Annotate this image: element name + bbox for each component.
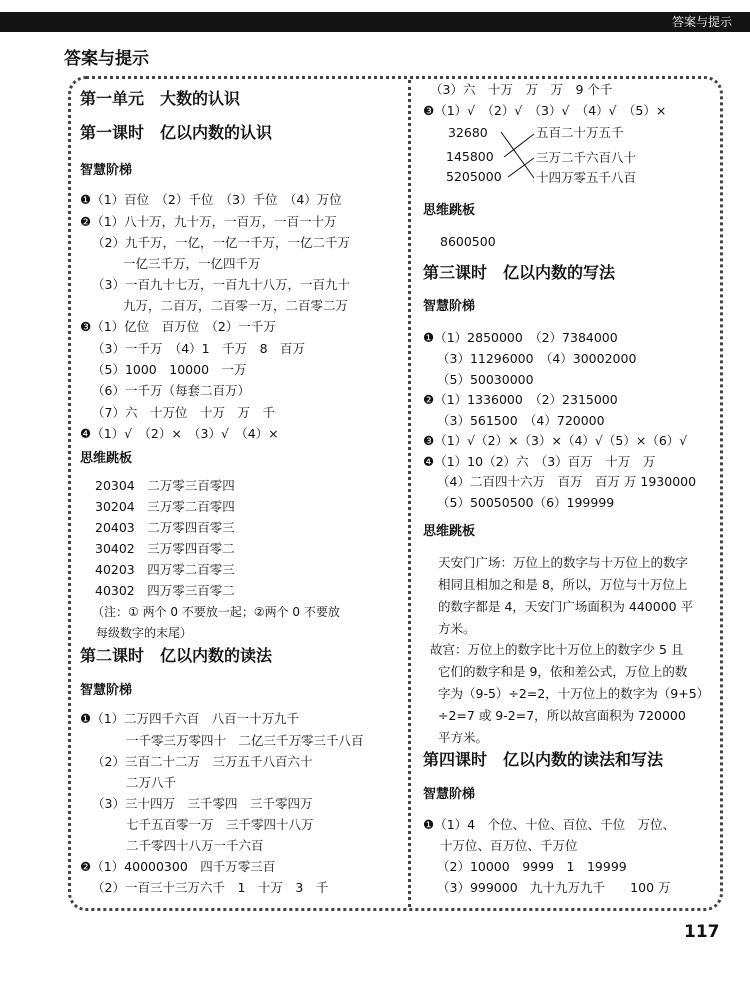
answer-line: ❷（1）40000300 四千万零三百 [80,859,276,874]
answer-line: 20403 二万零四百零三 [95,520,235,535]
lesson-title: 第二课时 亿以内数的读法 [80,646,273,665]
note-line: （注：① 两个 0 不要放一起；②两个 0 不要放 [92,605,340,619]
section-heading: 智慧阶梯 [80,163,133,178]
answer-line: （3）11296000 （4）30002000 [437,351,637,366]
match-number: 32680 [448,125,488,140]
answer-line: （5）50050500（6）199999 [437,495,615,510]
answer-line: ❶（1）2850000 （2）7384000 [423,330,618,345]
answer-line: （7）六 十万位 十万 万 千 [92,405,275,420]
answer-line: （3）999000 九十九万九千 100 万 [437,880,671,895]
answer-line: 一亿三千万，一亿四千万 [123,256,261,271]
match-number: 5205000 [446,169,502,184]
answer-line: 它们的数字和是 9，依和差公式，万位上的数 [438,664,688,679]
answer-line: （2）一百三十三万六千 1 十万 3 千 [92,880,329,895]
answer-line: （2）九千万，一亿，一亿一千万，一亿二千万 [92,235,350,250]
answer-line: （3）一百九十七万，一百九十八万，一百九十 [92,277,350,292]
answer-line: ❹（1）10（2）六 （3）百万 十万 万 [423,454,656,469]
answer-line: （2）三百二十二万 三万五千八百六十 [92,754,313,769]
match-words: 五百二十万五千 [536,125,624,140]
matching-diagram [444,120,714,190]
answer-line: 二万八千 [126,775,177,790]
answer-line: ❶（1）4 个位、十位、百位、千位 万位、 [423,817,676,832]
lesson-title: 第三课时 亿以内数的写法 [423,263,616,282]
answer-line: 七千五百零一万 三千零四十八万 [126,817,314,832]
section-heading: 思维跳板 [423,203,476,218]
answer-line: （5）50030000 [437,372,534,387]
match-words: 十四万零五千八百 [536,170,637,185]
section-heading: 思维跳板 [423,524,476,539]
header-section-label: 答案与提示 [671,15,732,29]
answer-line: 8600500 [440,234,496,249]
answer-line: 九万，二百万，二百零一万，二百零二万 [123,298,349,313]
answer-line: ❹（1）√ （2）× （3）√ （4）× [80,426,279,441]
match-words: 三万二千六百八十 [536,150,637,165]
section-heading: 智慧阶梯 [423,787,476,802]
answer-line: 二千零四十八万一千六百 [126,838,264,853]
lesson-title: 第一课时 亿以内数的认识 [80,123,273,142]
answer-line: 相同且相加之和是 8，所以，万位与十万位上 [438,577,688,592]
answer-line: 天安门广场：万位上的数字与十万位上的数字 [438,555,689,570]
answer-line: 十万位、百万位、千万位 [440,838,578,853]
answer-line: 40302 四万零三百零二 [95,583,235,598]
answer-line: 30204 三万零二百零四 [95,499,235,514]
note-line: 每级数字的末尾） [96,626,193,640]
answer-line: （3）六 十万 万 万 9 个千 [430,82,613,97]
answer-line: ❸（1）√（2）×（3）×（4）√（5）×（6）√ [423,433,688,448]
answer-line: 平方米。 [438,730,489,745]
answer-line: （4）二百四十六万 百万 百万 万 1930000 [437,474,697,489]
answer-line: 的数字都是 4，天安门广场面积为 440000 平 [438,599,694,614]
column-divider [408,80,411,907]
answer-line: ❶（1）二万四千六百 八百一十万九千 [80,711,300,726]
answer-line: ❷（1）1336000 （2）2315000 [423,392,618,407]
answer-line: （3）三十四万 三千零四 三千零四万 [92,796,313,811]
answer-line: ❸（1）√ （2）√ （3）√ （4）√ （5）× [423,103,667,118]
answer-line: 故宫：万位上的数字比十万位上的数字少 5 且 [430,642,684,657]
answer-line: ❶（1）百位 （2）千位 （3）千位 （4）万位 [80,192,342,207]
answer-line: 字为（9-5）÷2=2，十万位上的数字为（9+5） [438,686,710,701]
answer-line: （3）一千万 （4）1 千万 8 百万 [92,341,306,356]
lesson-title: 第四课时 亿以内数的读法和写法 [423,750,664,769]
answer-line: ÷2=7 或 9-2=7，所以故宫面积为 720000 [438,708,686,723]
answer-line: 20304 二万零三百零四 [95,478,235,493]
answer-line: 30402 三万零四百零二 [95,541,235,556]
section-heading: 智慧阶梯 [80,683,133,698]
section-heading: 思维跳板 [80,451,133,466]
section-heading: 智慧阶梯 [423,299,476,314]
page-heading: 答案与提示 [64,49,149,69]
answer-line: ❸（1）亿位 百万位 （2）一千万 [80,319,276,334]
unit-title: 第一单元 大数的认识 [80,89,241,108]
answer-line: 40203 四万零二百零三 [95,562,235,577]
header-bar [0,12,750,32]
answer-line: （2）10000 9999 1 19999 [437,859,627,874]
answer-line: 一千零三万零四十 二亿三千万零三千八百 [126,733,364,748]
answer-line: 方米。 [438,621,476,636]
answer-line: （6）一千万（每套二百万） [92,383,250,398]
answer-line: （5）1000 10000 一万 [92,362,247,377]
answer-line: （3）561500 （4）720000 [437,413,605,428]
page-number: 117 [684,922,720,942]
answer-line: ❷（1）八十万，九十万，一百万，一百一十万 [80,214,337,229]
matching-lines [444,120,714,190]
match-number: 145800 [446,149,494,164]
